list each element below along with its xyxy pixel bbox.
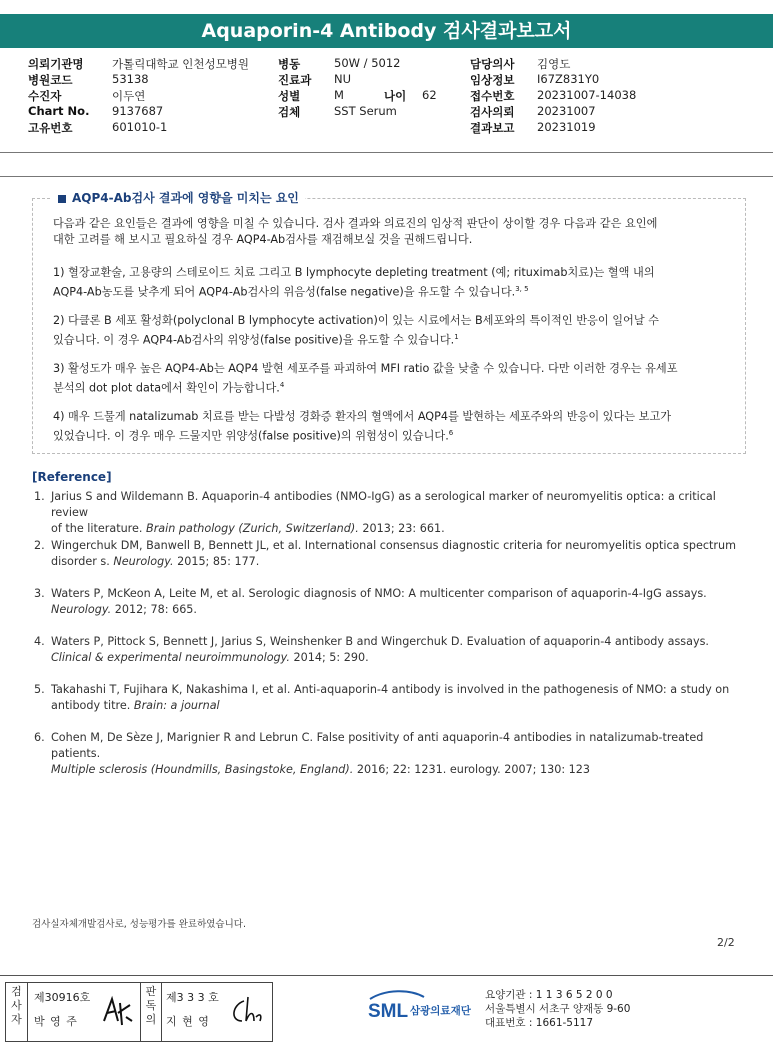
reference-line: Jarius S and Wildemann B. Aquaporin-4 antibodies (NMO-IgG) as a serological marker of neuromyelitis optica: a critical review (51, 490, 716, 519)
logo-text: SML (368, 1001, 409, 1022)
info-label: 수진자 (28, 89, 62, 103)
reference-text (51, 682, 749, 714)
reviewer-label (140, 983, 162, 1041)
journal-name: Neurology. (113, 555, 174, 568)
reference-text-part: disorder s. (51, 555, 114, 568)
citation-superscript: 6 (448, 429, 454, 437)
paragraph-line: 대한 고려를 해 보시고 필요하실 경우 AQP4-Ab검사를 재검해보실 것을 권해드립니다. (53, 233, 473, 246)
vertical-label-char: 판 (145, 985, 157, 998)
reference-text (51, 538, 749, 570)
info-value: 20231007 (537, 104, 596, 118)
reference-line (51, 698, 749, 714)
journal-name: Multiple sclerosis (Houndmills, Basingstoke, England). (51, 763, 354, 776)
info-row (28, 88, 748, 104)
info-row (28, 104, 748, 120)
paragraph-text: AQP4-Ab농도를 낮추게 되어 AQP4-Ab검사의 위음성(false negative)을 유도할 수 있습니다. (53, 285, 516, 299)
factors-title-text: AQP4-Ab검사 결과에 영향을 미치는 요인 (72, 191, 299, 205)
reference-item (34, 489, 749, 537)
paragraph-line: 다음과 같은 요인들은 결과에 영향을 미칠 수 있습니다. 검사 결과와 의료진의 임상적 판단이 상이할 경우 다음과 같은 요인에 (53, 217, 658, 230)
factor-item (53, 265, 743, 301)
reference-number: 5. (34, 683, 45, 696)
paragraph-text: 1) 혈장교환술, 고용량의 스테로이드 치료 그리고 B lymphocyte depleting treatment (예; rituximab치료)는 혈액 내의 (53, 266, 655, 279)
vertical-label-char: 검 (11, 985, 22, 998)
info-value: 20231019 (537, 120, 596, 134)
divider (0, 176, 773, 177)
paragraph-line (53, 281, 743, 301)
reference-number: 3. (34, 587, 45, 600)
reference-text-part: antibody titre. (51, 699, 134, 712)
info-value: 50W / 5012 (334, 56, 401, 70)
signature-stamp (5, 982, 273, 1042)
info-label: 병동 (278, 57, 301, 71)
reviewer-number: 제3 3 3 호 (166, 991, 219, 1004)
vertical-label-text (6, 985, 27, 1027)
patient-info (28, 56, 748, 136)
paragraph-line (53, 313, 743, 329)
reference-text-part: 2014; 5: 290. (289, 651, 369, 664)
info-row (28, 56, 748, 72)
reference-text-part: 2012; 78: 665. (111, 603, 197, 616)
factors-title (52, 189, 305, 206)
citation-superscript: 1 (454, 333, 459, 341)
info-label: 담당의사 (470, 57, 515, 71)
info-value: 9137687 (112, 104, 164, 118)
reference-line: Waters P, Pittock S, Bennett J, Jarius S, Weinshenker B and Wingerchuk D. Evaluation of aquaporin-4 antibody assays. (51, 635, 709, 648)
reference-line: Wingerchuk DM, Banwell B, Bennett JL, et al. International consensus diagnostic criteria for neuromyelitis optica spectrum (51, 539, 736, 552)
examiner-signature (98, 991, 136, 1031)
info-row (28, 72, 748, 88)
reference-text-part: 2015; 85: 177. (173, 555, 260, 568)
age-label: 나이 (384, 89, 407, 103)
paragraph-text: 4) 매우 드물게 natalizumab 치료를 받는 다발성 경화증 환자의 혈액에서 AQP4를 발현하는 세포주와의 반응이 있다는 보고가 (53, 410, 672, 423)
paragraph-line (53, 425, 743, 445)
info-label: 임상정보 (470, 73, 515, 87)
paragraph-line (53, 361, 743, 377)
paragraph-text: 있었습니다. 이 경우 매우 드물지만 위양성(false positive)의 위험성이 있습니다. (53, 429, 449, 443)
lab-address (485, 988, 630, 1030)
reference-number: 4. (34, 635, 45, 648)
square-bullet-icon (58, 195, 66, 203)
reference-item (34, 682, 749, 714)
reference-line (51, 650, 749, 666)
reference-line: Waters P, McKeon A, Leite M, et al. Serologic diagnosis of NMO: A multicenter comparison of aquaporin-4-IgG assays. (51, 587, 707, 600)
info-value: 가톨릭대학교 인천성모병원 (112, 57, 249, 71)
reference-text-part: 2013; 23: 661. (358, 522, 445, 535)
age-value: 62 (422, 88, 437, 102)
examiner-name: 박 영 주 (34, 1015, 78, 1028)
info-value: 20231007-14038 (537, 88, 637, 102)
lab-phone: 대표번호 : 1661-5117 (485, 1017, 594, 1029)
info-label: 고유번호 (28, 121, 73, 135)
reference-line (51, 762, 749, 778)
paragraph-text: 있습니다. 이 경우 AQP4-Ab검사의 위양성(false positive)을 유도할 수 있습니다. (53, 333, 455, 347)
info-label: 접수번호 (470, 89, 515, 103)
page-number: 2/2 (717, 936, 735, 949)
info-label: 병원코드 (28, 73, 73, 87)
info-value: 53138 (112, 72, 149, 86)
factor-item (53, 361, 743, 397)
reference-number: 6. (34, 731, 45, 744)
paragraph-line (53, 377, 743, 397)
report-title: Aquaporin-4 Antibody 검사결과보고서 (0, 14, 773, 48)
reference-item (34, 730, 749, 778)
info-value: SST Serum (334, 104, 397, 118)
factor-item (53, 313, 743, 349)
divider (0, 152, 773, 153)
paragraph-line (53, 329, 743, 349)
footnote: 검사실자체개발검사로, 성능평가를 완료하였습니다. (32, 919, 246, 930)
reference-text (51, 634, 749, 666)
reference-item (34, 634, 749, 666)
journal-name: Brain pathology (Zurich, Switzerland). (146, 522, 359, 535)
reference-line (51, 602, 749, 618)
reference-line: Takahashi T, Fujihara K, Nakashima I, et al. Anti-aquaporin-4 antibody is involved in the pathogenesis of NMO: a study on (51, 683, 730, 696)
reference-line (51, 554, 749, 570)
info-label: 성별 (278, 89, 301, 103)
reference-item (34, 538, 749, 570)
paragraph-text: 2) 다클론 B 세포 활성화(polyclonal B lymphocyte activation)이 있는 시료에서는 B세포와의 특이적인 반응이 일어날 수 (53, 314, 659, 327)
paragraph-text: 3) 활성도가 매우 높은 AQP4-Ab는 AQP4 발현 세포주를 파괴하여 MFI ratio 값을 낮출 수 있습니다. 다만 이러한 경우는 유세포 (53, 362, 678, 375)
paragraph-text: 분석의 dot plot data에서 확인이 가능합니다. (53, 381, 280, 395)
reference-text (51, 489, 749, 537)
citation-superscript: 3, 5 (515, 285, 529, 293)
reference-line: Cohen M, De Sèze J, Marignier R and Lebrun C. False positivity of anti aquaporin-4 antibodies in natalizumab-treated patients. (51, 731, 704, 760)
info-value: 이두연 (112, 89, 146, 103)
info-label: 검사의뢰 (470, 105, 515, 119)
info-value: NU (334, 72, 352, 86)
info-value: I67Z831Y0 (537, 72, 600, 86)
reference-heading: [Reference] (32, 470, 112, 484)
info-value: 김영도 (537, 57, 571, 71)
lab-address-line: 서울특별시 서초구 양재동 9-60 (485, 1003, 631, 1015)
vertical-label-text (141, 985, 161, 1027)
factors-intro (53, 216, 743, 248)
reviewer-signature (226, 991, 268, 1031)
lab-name: 삼광의료재단 (410, 1005, 471, 1017)
citation-superscript: 4 (279, 381, 285, 389)
reference-text (51, 730, 749, 778)
journal-name: Brain: a journal (133, 699, 220, 712)
info-value: 601010-1 (112, 120, 168, 134)
paragraph-line (53, 265, 743, 281)
examiner-label (6, 983, 28, 1041)
reference-item (34, 586, 749, 618)
reference-text-part: of the literature. (51, 522, 147, 535)
reference-text (51, 586, 749, 618)
info-label: 검체 (278, 105, 301, 119)
info-label: 결과보고 (470, 121, 515, 135)
divider (0, 975, 773, 976)
info-row (28, 120, 748, 136)
reviewer-name: 지 현 영 (166, 1015, 210, 1028)
vertical-label-char: 사 (11, 999, 22, 1012)
vertical-label-char: 독 (145, 999, 157, 1012)
reference-number: 1. (34, 490, 45, 503)
journal-name: Neurology. (51, 603, 112, 616)
sml-logo (366, 987, 478, 1031)
info-value: M (334, 88, 344, 102)
info-label: Chart No. (28, 104, 90, 118)
examiner-number: 제30916호 (34, 991, 91, 1004)
info-label: 의뢰기관명 (28, 57, 84, 71)
lab-code: 요양기관 : 1 1 3 6 5 2 0 0 (485, 989, 613, 1001)
info-label: 진료과 (278, 73, 312, 87)
reference-line (51, 521, 749, 537)
reference-number: 2. (34, 539, 45, 552)
vertical-label-char: 자 (11, 1013, 22, 1026)
paragraph-line (53, 409, 743, 425)
factor-item (53, 409, 743, 445)
reference-text-part: 2016; 22: 1231. eurology. 2007; 130: 123 (353, 763, 591, 776)
journal-name: Clinical & experimental neuroimmunology. (51, 651, 290, 664)
vertical-label-char: 의 (145, 1013, 157, 1026)
